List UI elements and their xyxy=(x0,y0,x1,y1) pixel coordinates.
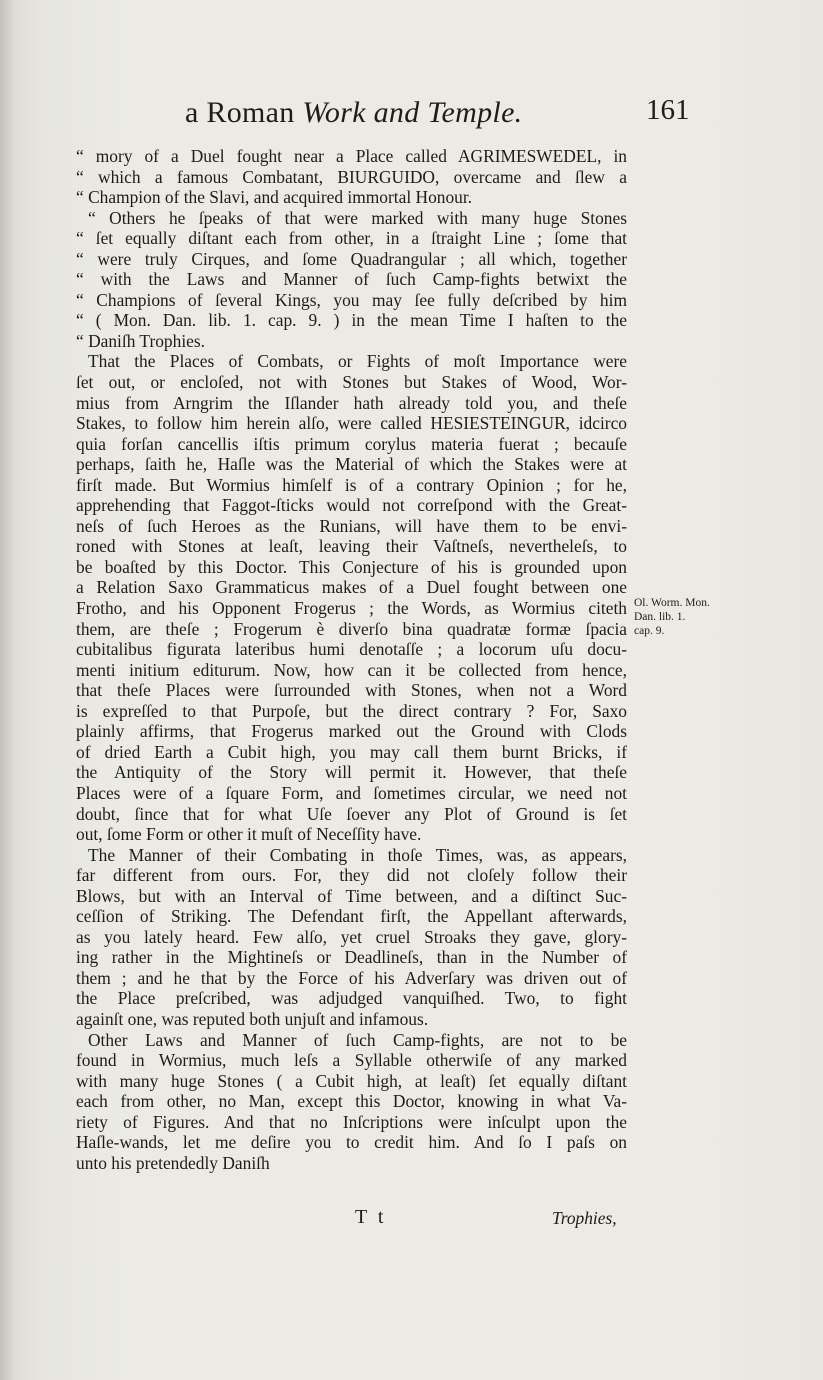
text-line: Frotho, and his Opponent Frogerus ; the Words, as Wormius citeth xyxy=(76,598,627,619)
margin-note xyxy=(634,596,714,638)
margin-note-line: Ol. Worm. Mon. xyxy=(634,597,710,609)
text-line: a Relation Saxo Grammaticus makes of a Duel fought between one xyxy=(76,577,627,598)
text-line: mius from Arngrim the Iſlander hath already told you, and theſe xyxy=(76,392,627,413)
text-line: “ which a famous Combatant, BIURGUIDO, overcame and ſlew a xyxy=(76,166,627,187)
text-line: perhaps, ſaith he, Haſle was the Material of which the Stakes were at xyxy=(76,454,627,475)
text-line: Places were of a ſquare Form, and ſometimes circular, we need not xyxy=(76,782,627,803)
text-line: cubitalibus figurata lateribus humi denotaſſe ; a locorum uſu docu- xyxy=(76,639,627,660)
text-line: them, are theſe ; Frogerum è diverſo bina quadratæ formæ ſpacia xyxy=(76,618,627,639)
text-line: “ mory of a Duel fought near a Place called AGRIMESWEDEL, in xyxy=(76,146,627,166)
running-head-italic: Work and Temple. xyxy=(302,96,523,129)
text-line: “ Daniſh Trophies. xyxy=(76,330,205,351)
signature-mark: T t xyxy=(355,1206,387,1228)
text-line: Haſle-wands, let me deſire you to credit him. And ſo I paſs on xyxy=(76,1132,627,1153)
catchword: Trophies, xyxy=(552,1208,617,1228)
text-line: “ were truly Cirques, and ſome Quadrangular ; all which, together xyxy=(76,248,627,269)
text-line: be boaſted by this Doctor. This Conjecture of his is grounded upon xyxy=(76,556,627,577)
text-line: as you lately heard. Few alſo, yet cruel Stroaks they gave, glory- xyxy=(76,926,627,947)
text-line: ceſſion of Striking. The Defendant firſt, the Appellant afterwards, xyxy=(76,906,627,927)
text-line: out, ſome Form or other it muſt of Neceſſity have. xyxy=(76,824,422,845)
text-line: “ Champions of ſeveral Kings, you may ſee fully deſcribed by him xyxy=(76,289,627,310)
text-line: That the Places of Combats, or Fights of moſt Importance were xyxy=(88,351,627,372)
text-line: of dried Earth a Cubit high, you may call them burnt Bricks, if xyxy=(76,741,627,762)
text-line: the Antiquity of the Story will permit it. However, that theſe xyxy=(76,762,627,783)
text-line: ing rather in the Mightineſs or Deadlineſs, than in the Number of xyxy=(76,947,627,968)
text-line: with many huge Stones ( a Cubit high, at leaſt) ſet equally diſtant xyxy=(76,1070,627,1091)
text-line: neſs of ſuch Heroes as the Runians, will have them to be envi- xyxy=(76,515,627,536)
gutter-shadow xyxy=(0,0,14,1380)
text-line: “ Champion of the Slavi, and acquired immortal Honour. xyxy=(76,187,473,208)
text-line: plainly affirms, that Frogerus marked out the Ground with Clods xyxy=(76,721,627,742)
text-line: Stakes, to follow him herein alſo, were called HESIESTEINGUR, idcirco xyxy=(76,413,627,434)
margin-note-line: Dan. lib. 1. xyxy=(634,611,686,623)
text-line: firſt made. But Wormius himſelf is of a contrary Opinion ; for he, xyxy=(76,474,627,495)
text-line: menti initium editurum. Now, how can it be collected from hence, xyxy=(76,659,627,680)
text-line: The Manner of their Combating in thoſe Times, was, as appears, xyxy=(88,844,627,865)
text-line: quia forſan cancellis iſtis primum corylus materia fuerat ; becauſe xyxy=(76,433,627,454)
text-line: ſet out, or encloſed, not with Stones but Stakes of Wood, Wor- xyxy=(76,372,627,393)
text-line: unto his pretendedly Daniſh xyxy=(76,1152,270,1173)
text-line: them ; and he that by the Force of his Adverſary was driven out of xyxy=(76,967,627,988)
text-line: “ ( Mon. Dan. lib. 1. cap. 9. ) in the mean Time I haſten to the xyxy=(76,310,627,331)
text-line: riety of Figures. And that no Inſcriptions were inſculpt upon the xyxy=(76,1111,627,1132)
running-head xyxy=(185,96,522,130)
text-line: Blows, but with an Interval of Time between, and a diſtinct Suc- xyxy=(76,885,627,906)
text-line: “ ſet equally diſtant each from other, in a ſtraight Line ; ſome that xyxy=(76,228,627,249)
text-line: againſt one, was reputed both unjuſt and infamous. xyxy=(76,1008,429,1029)
margin-note-line: cap. 9. xyxy=(634,625,665,637)
text-line: doubt, ſince that for what Uſe ſoever any Plot of Ground is ſet xyxy=(76,803,627,824)
text-line: Other Laws and Manner of ſuch Camp-fights, are not to be xyxy=(88,1029,627,1050)
page-number: 161 xyxy=(646,94,690,126)
text-line: the Place preſcribed, was adjudged vanquiſhed. Two, to fight xyxy=(76,988,627,1009)
text-line: far different from ours. For, they did not cloſely follow their xyxy=(76,865,627,886)
text-line: each from other, no Man, except this Doctor, knowing in what Va- xyxy=(76,1091,627,1112)
text-line: apprehending that Faggot-ſticks would not correſpond with the Great- xyxy=(76,495,627,516)
running-head-roman: a Roman xyxy=(185,96,303,129)
text-line: “ with the Laws and Manner of ſuch Camp-fights betwixt the xyxy=(76,269,627,290)
text-line: roned with Stones at leaſt, leaving their Vaſtneſs, nevertheleſs, to xyxy=(76,536,627,557)
body-text xyxy=(76,146,627,1173)
text-line: found in Wormius, much leſs a Syllable otherwiſe of any marked xyxy=(76,1050,627,1071)
text-line: is expreſſed to that Purpoſe, but the direct contrary ? For, Saxo xyxy=(76,700,627,721)
text-line: that theſe Places were ſurrounded with Stones, when not a Word xyxy=(76,680,627,701)
text-line: “ Others he ſpeaks of that were marked with many huge Stones xyxy=(88,207,627,228)
